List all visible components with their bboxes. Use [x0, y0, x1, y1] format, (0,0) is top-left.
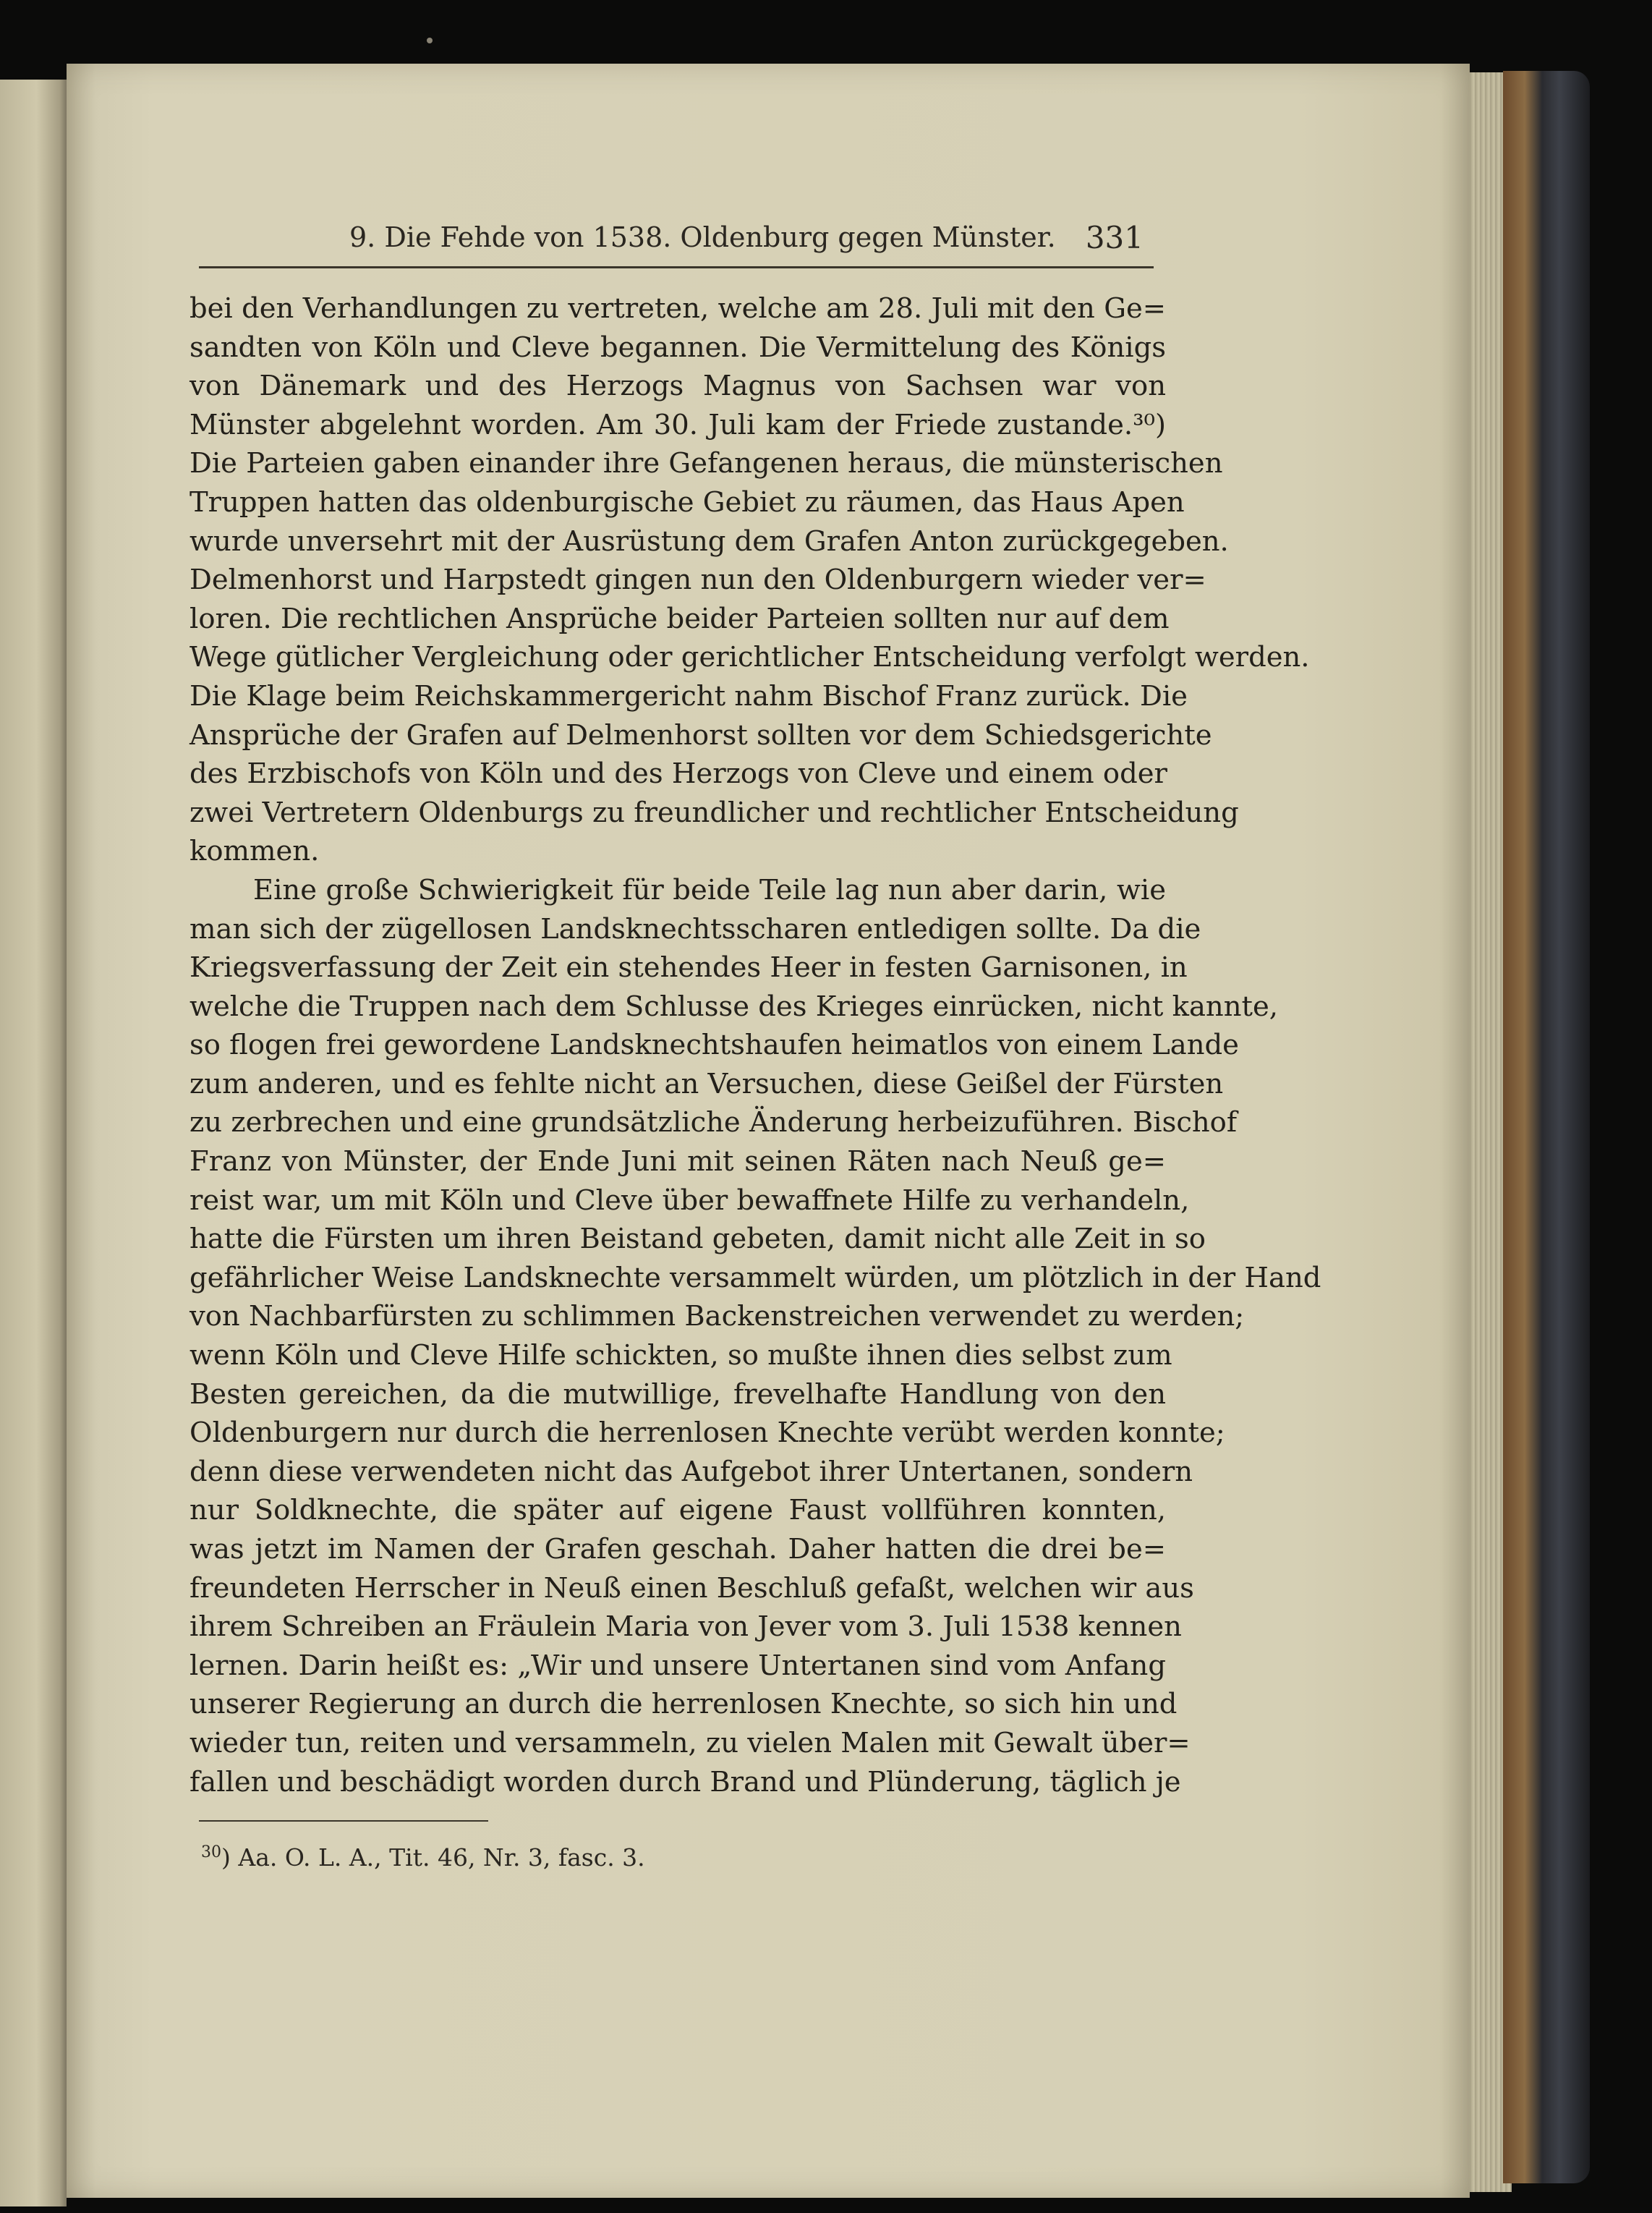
text-line: reist war, um mit Köln und Cleve über bewaffnete Hilfe zu verhandeln, [190, 1184, 1190, 1217]
text-line: nur Soldknechte, die später auf eigene Faust vollführen konnten, [190, 1494, 1166, 1527]
text-line: des Erzbischofs von Köln und des Herzogs von Cleve und einem oder [190, 757, 1167, 791]
text-line: wenn Köln und Cleve Hilfe schickten, so mußte ihnen dies selbst zum [190, 1339, 1172, 1372]
text-line: freundeten Herrscher in Neuß einen Beschluß gefaßt, welchen wir aus [190, 1571, 1194, 1605]
text-line: man sich der zügellosen Landsknechtsscharen entledigen sollte. Da die [190, 912, 1201, 946]
text-line: wurde unversehrt mit der Ausrüstung dem Grafen Anton zurückgegeben. [190, 524, 1229, 558]
text-line: bei den Verhandlungen zu vertreten, welche am 28. Juli mit den Ge= [190, 292, 1166, 325]
text-line: Besten gereichen, da die mutwillige, frevelhafte Handlung von den [190, 1377, 1166, 1411]
text-line: was jetzt im Namen der Grafen geschah. Daher hatten die drei be= [190, 1533, 1166, 1566]
text-line: zwei Vertretern Oldenburgs zu freundlicher und rechtlicher Entscheidung [190, 796, 1239, 829]
text-line: Die Klage beim Reichskammergericht nahm Bischof Franz zurück. Die [190, 679, 1188, 713]
text-line: Wege gütlicher Vergleichung oder gerichtlicher Entscheidung verfolgt werden. [190, 641, 1310, 674]
text-line: zu zerbrechen und eine grundsätzliche Änderung herbeizuführen. Bischof [190, 1106, 1238, 1139]
body-text [190, 289, 1321, 1801]
text-line: hatte die Fürsten um ihren Beistand gebeten, damit nicht alle Zeit in so [190, 1223, 1206, 1256]
text-line: Ansprüche der Grafen auf Delmenhorst sollten vor dem Schiedsgerichte [190, 718, 1212, 752]
running-header [199, 217, 1154, 268]
text-line: loren. Die rechtlichen Ansprüche beider Parteien sollten nur auf dem [190, 602, 1170, 635]
page-number: 331 [1085, 220, 1144, 255]
text-line: von Nachbarfürsten zu schlimmen Backenstreichen verwendet zu werden; [190, 1300, 1245, 1333]
footnote-text: ) Aa. O. L. A., Tit. 46, Nr. 3, fasc. 3. [221, 1843, 645, 1872]
text-line: unserer Regierung an durch die herrenlosen Knechte, so sich hin und [190, 1688, 1178, 1721]
text-line: von Dänemark und des Herzogs Magnus von Sachsen war von [190, 370, 1166, 403]
footnote [201, 1843, 645, 1872]
footnote-marker: 30 [201, 1843, 221, 1861]
text-line: Franz von Münster, der Ende Juni mit seinen Räten nach Neuß ge= [190, 1145, 1166, 1178]
text-line: welche die Truppen nach dem Schlusse des Krieges einrücken, nicht kannte, [190, 990, 1278, 1023]
text-line: fallen und beschädigt worden durch Brand und Plünderung, täglich je [190, 1765, 1181, 1798]
text-line: zum anderen, und es fehlte nicht an Versuchen, diese Geißel der Fürsten [190, 1067, 1224, 1100]
book-cover-edge [1503, 71, 1590, 2183]
text-line: wieder tun, reiten und versammeln, zu vielen Malen mit Gewalt über= [190, 1726, 1191, 1759]
text-line: gefährlicher Weise Landsknechte versammelt würden, um plötzlich in der Hand [190, 1261, 1321, 1294]
text-line: Die Parteien gaben einander ihre Gefangenen heraus, die münsterischen [190, 447, 1223, 480]
text-line: Kriegsverfassung der Zeit ein stehendes Heer in festen Garnisonen, in [190, 951, 1188, 985]
dust-speck [427, 38, 433, 43]
text-line: Oldenburgern nur durch die herrenlosen Knechte verübt werden konnte; [190, 1416, 1225, 1450]
text-line: Delmenhorst und Harpstedt gingen nun den Oldenburgern wieder ver= [190, 564, 1206, 597]
text-line: Münster abgelehnt worden. Am 30. Juli kam der Friede zustande.³⁰) [190, 408, 1166, 441]
text-line: sandten von Köln und Cleve begannen. Die Vermittelung des Königs [190, 331, 1166, 364]
text-line: kommen. [190, 835, 320, 868]
left-facing-page-edge [0, 80, 67, 2206]
text-line: so flogen frei gewordene Landsknechtshaufen heimatlos von einem Lande [190, 1029, 1239, 1062]
text-line: lernen. Darin heißt es: „Wir und unsere Untertanen sind vom Anfang [190, 1649, 1166, 1682]
running-title: 9. Die Fehde von 1538. Oldenburg gegen Münster. [349, 221, 1056, 253]
text-line: ihrem Schreiben an Fräulein Maria von Jever vom 3. Juli 1538 kennen [190, 1610, 1182, 1644]
text-line: Eine große Schwierigkeit für beide Teile lag nun aber darin, wie [253, 873, 1166, 906]
footnote-rule [199, 1820, 488, 1822]
text-line: Truppen hatten das oldenburgische Gebiet zu räumen, das Haus Apen [190, 485, 1185, 519]
text-line: denn diese verwendeten nicht das Aufgebot ihrer Untertanen, sondern [190, 1455, 1193, 1488]
